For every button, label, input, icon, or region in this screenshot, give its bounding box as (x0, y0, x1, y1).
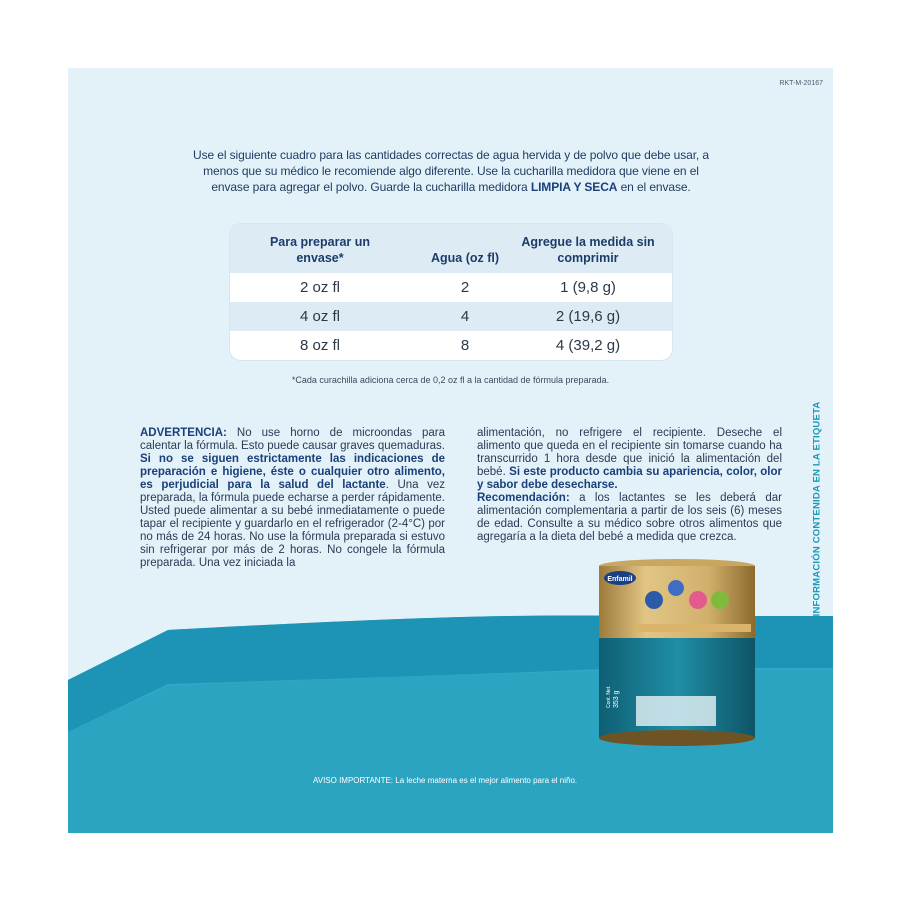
cell-medida: 2 (19,6 g) (555, 308, 621, 325)
notice-label: AVISO IMPORTANTE: (313, 776, 394, 785)
notice-text: La leche materna es el mejor alimento para el niño. (393, 776, 578, 785)
feature-badge-icon (668, 580, 684, 596)
warning-text-2: . Una vez preparada, la fórmula puede echarse a perder rápidamente. Usted puede alimentar a su bebé inmediatamente o puede tapar el recipiente y guardarlo en el refrigerador (2-4°C) por no más de 24 horas. No use la fórmula preparada si estuvo sin refrigerar por más de 2 horas. No congele la fórmula preparada. Una vez iniciada la (140, 479, 445, 569)
net-weight-label: 353 g (613, 690, 620, 708)
warning-bold-1: Si no se siguen estrictamente las indicaciones de preparación e higiene, éste o cualquier otro alimento, es perjudicial para la salud del lactante (140, 453, 445, 491)
table-footnote: *Cada curachilla adiciona cerca de 0,2 oz fl a la cantidad de fórmula preparada. (291, 375, 610, 385)
table-row (230, 273, 672, 302)
feature-badge-icon (689, 591, 707, 609)
warning-column-right (477, 427, 782, 544)
can-base (599, 730, 755, 746)
document-code: RKT-M-20167 (779, 80, 823, 87)
warning-bold-2: Si este producto cambia su apariencia, color, olor y sabor debe desecharse. (477, 466, 782, 491)
header-medida: Agregue la medida sin comprimir (521, 235, 655, 265)
brand-logo-text: Enfamil (607, 576, 633, 583)
product-can-image (596, 558, 758, 753)
table-row (230, 302, 672, 331)
cell-envase: 4 oz fl (299, 308, 341, 325)
cell-agua: 2 (460, 279, 470, 296)
cell-agua: 4 (460, 308, 470, 325)
info-panel (68, 68, 833, 833)
intro-text-end: en el envase. (617, 180, 691, 194)
header-agua: Agua (oz fl) (430, 251, 500, 265)
can-dosage-table (636, 696, 716, 726)
table-row (230, 331, 672, 360)
dosage-table (229, 223, 673, 361)
important-notice (313, 776, 577, 785)
cell-medida: 1 (9,8 g) (560, 279, 616, 296)
recommendation-text: a los lactantes se les deberá dar alimentación complementaria a partir de los seis (6) meses de edad. Consulte a su médico sobre otros alimentos que agregaría a la dieta del bebé a medida que crezca. (477, 492, 782, 543)
intro-paragraph (186, 147, 716, 195)
side-label (810, 401, 824, 617)
side-label-text: INFORMACIÓN CONTENIDA EN LA ETIQUETA (811, 401, 823, 617)
header-envase: Para preparar un envase* (269, 235, 371, 265)
warning-text-3: alimentación, no refrigere el recipiente. Deseche el alimento que queda en el recipiente sin tomarse cuando ha transcurrido 1 hora desde que inició la alimentación del bebé. (477, 427, 782, 478)
intro-text: Use el siguiente cuadro para las cantidades correctas de agua hervida y de polvo que debe usar, a menos que su médico le recomiende algo diferente. Use la cucharilla medidora que viene en el envase para agregar el polvo. Guarde la cucharilla medidora (193, 148, 709, 194)
warning-text-1: No use horno de microondas para calentar la fórmula. Esto puede causar graves quemaduras. (140, 427, 445, 452)
feature-badge-icon (645, 591, 663, 609)
warning-column-left (140, 427, 445, 570)
cell-envase: 2 oz fl (299, 279, 341, 296)
cell-agua: 8 (460, 337, 470, 354)
intro-bold: LIMPIA Y SECA (530, 180, 618, 194)
feature-badge-icon (711, 591, 729, 609)
warning-label: ADVERTENCIA: (140, 427, 227, 439)
recommendation-label: Recomendación: (477, 492, 570, 504)
table-header (230, 224, 672, 273)
cell-medida: 4 (39,2 g) (555, 337, 621, 354)
net-content-label: Cont. Net. (606, 685, 612, 708)
can-label-strip (636, 624, 751, 632)
cell-envase: 8 oz fl (299, 337, 341, 354)
